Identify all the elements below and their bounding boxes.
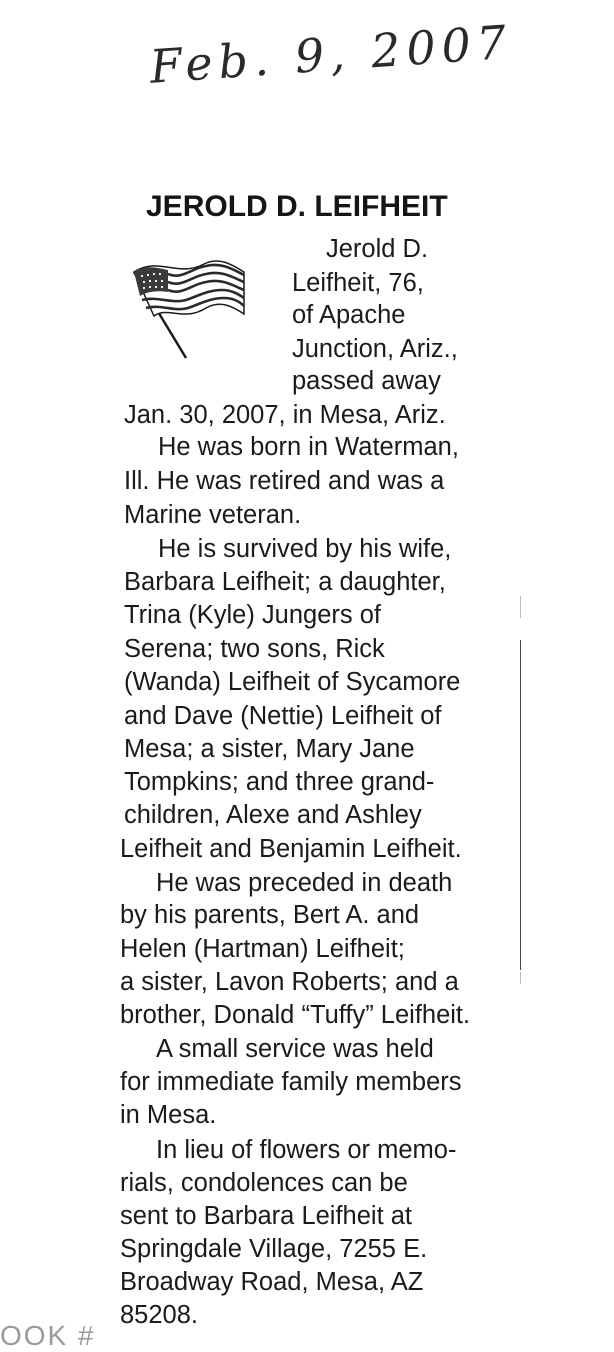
text-line: for immediate family members bbox=[120, 1068, 462, 1096]
text-line: Serena; two sons, Rick bbox=[124, 635, 385, 663]
text-line: Broadway Road, Mesa, AZ bbox=[120, 1268, 424, 1296]
text-line: brother, Donald “Tuffy” Leifheit. bbox=[120, 1001, 471, 1029]
text-line: passed away bbox=[292, 367, 441, 395]
text-line: He was born in Waterman, bbox=[158, 433, 459, 461]
text-line: Trina (Kyle) Jungers of bbox=[124, 601, 381, 629]
text-line: sent to Barbara Leifheit at bbox=[120, 1202, 413, 1230]
text-line: and Dave (Nettie) Leifheit of bbox=[124, 702, 442, 730]
text-line: rials, condolences can be bbox=[120, 1169, 408, 1197]
text-line: Marine veteran. bbox=[124, 501, 302, 529]
text-line: (Wanda) Leifheit of Sycamore bbox=[124, 668, 461, 696]
text-line: 85208. bbox=[120, 1301, 198, 1329]
text-line: In lieu of flowers or memo- bbox=[156, 1136, 457, 1164]
text-line: Springdale Village, 7255 E. bbox=[120, 1235, 428, 1263]
text-line: Helen (Hartman) Leifheit; bbox=[120, 935, 405, 963]
text-line: A small service was held bbox=[156, 1035, 434, 1063]
text-line: in Mesa. bbox=[120, 1101, 217, 1129]
handwritten-date: Feb. 9, 2007 bbox=[148, 14, 514, 94]
text-line: He is survived by his wife, bbox=[158, 535, 452, 563]
text-line: Barbara Leifheit; a daughter, bbox=[124, 568, 446, 596]
text-line: of Apache bbox=[292, 301, 406, 329]
american-flag-icon bbox=[128, 252, 246, 360]
column-rule bbox=[520, 596, 521, 618]
text-line: Leifheit, 76, bbox=[292, 269, 424, 297]
column-rule bbox=[520, 972, 521, 984]
text-line: Jan. 30, 2007, in Mesa, Ariz. bbox=[124, 401, 446, 429]
text-line: Tompkins; and three grand- bbox=[124, 768, 435, 796]
text-line: Ill. He was retired and was a bbox=[124, 467, 445, 495]
text-line: children, Alexe and Ashley bbox=[124, 801, 422, 829]
obituary-headline: JEROLD D. LEIFHEIT bbox=[146, 190, 448, 223]
corner-stamp: OOK # bbox=[0, 1320, 96, 1351]
text-line: He was preceded in death bbox=[156, 869, 453, 897]
text-line: Jerold D. bbox=[326, 235, 429, 263]
text-line: Mesa; a sister, Mary Jane bbox=[124, 735, 415, 763]
column-rule bbox=[520, 640, 521, 970]
text-line: a sister, Lavon Roberts; and a bbox=[120, 968, 459, 996]
text-line: Leifheit and Benjamin Leifheit. bbox=[120, 835, 462, 863]
text-line: Junction, Ariz., bbox=[292, 335, 458, 363]
text-line: by his parents, Bert A. and bbox=[120, 901, 420, 929]
